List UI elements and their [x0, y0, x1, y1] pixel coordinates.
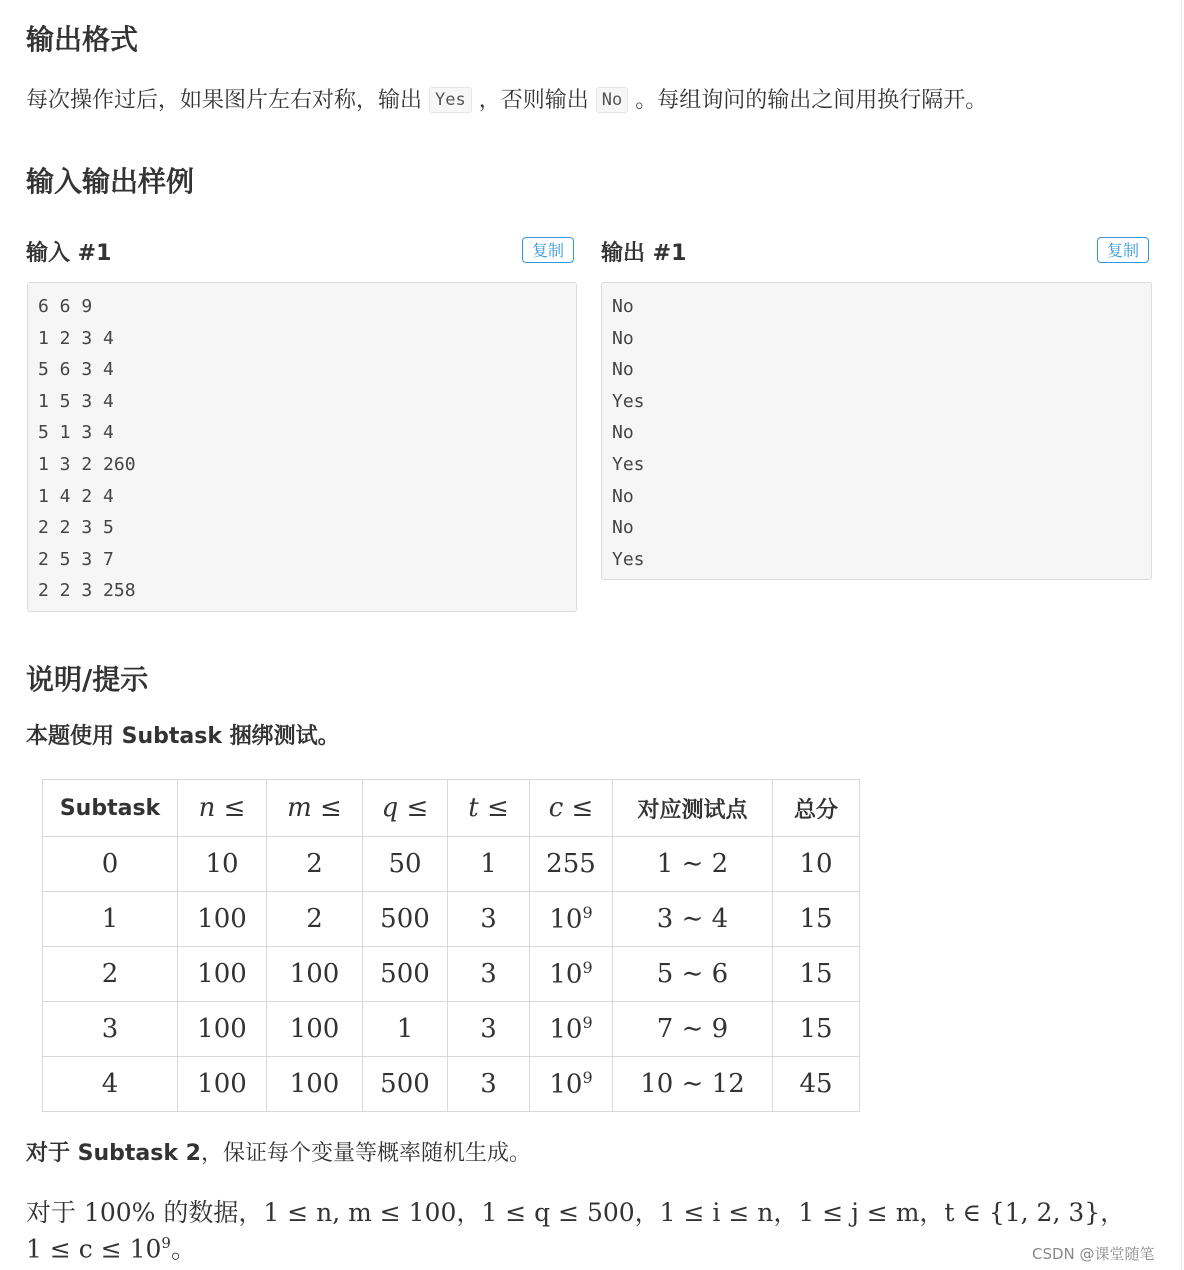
header-subtask: Subtask [43, 780, 178, 837]
subtask-table [42, 779, 860, 1112]
cell-m: 100 [267, 1057, 363, 1112]
cell-subtask: 0 [43, 837, 178, 892]
constraints-line-2-base: 1 ≤ c ≤ 10 [26, 1234, 162, 1264]
cell-q: 500 [363, 1057, 448, 1112]
output-sample-box: No No No Yes No Yes No No Yes [601, 282, 1152, 580]
cell-c [530, 947, 613, 1002]
subtask2-note [26, 1143, 531, 1165]
cell-t: 3 [448, 892, 530, 947]
header-score: 总分 [773, 780, 860, 837]
cell-m: 100 [267, 1002, 363, 1057]
yes-code: Yes [429, 87, 472, 113]
output-format-heading: 输出格式 [26, 23, 139, 56]
cell-c-exponent: 9 [582, 1068, 593, 1088]
input-sample-box: 6 6 9 1 2 3 4 5 6 3 4 1 5 3 4 5 1 3 4 1 3 2 260 1 4 2 4 2 2 3 5 2 5 3 7 2 2 3 258 [27, 282, 577, 612]
subtask2-rest: ，保证每个变量等概率随机生成。 [200, 1141, 531, 1166]
cell-t: 3 [448, 1002, 530, 1057]
cell-n: 100 [178, 1057, 267, 1112]
cell-n: 100 [178, 892, 267, 947]
cell-q: 50 [363, 837, 448, 892]
no-code: No [596, 87, 628, 113]
table-row [43, 1002, 860, 1057]
output-format-text-b: ，否则输出 [478, 88, 589, 113]
table-row [43, 947, 860, 1002]
cell-q: 500 [363, 892, 448, 947]
output-format-text-a: 每次操作过后，如果图片左右对称，输出 [26, 88, 423, 113]
samples-heading: 输入输出样例 [26, 165, 195, 198]
cell-c [530, 1002, 613, 1057]
cell-m: 2 [267, 837, 363, 892]
constraints-line-2-exponent: 9 [161, 1234, 171, 1252]
cell-test-points: 7 ∼ 9 [613, 1002, 773, 1057]
cell-c-base: 10 [549, 959, 583, 990]
cell-test-points: 3 ∼ 4 [613, 892, 773, 947]
cell-c-exponent: 9 [582, 958, 593, 978]
header-test-points: 对应测试点 [613, 780, 773, 837]
cell-c: 255 [530, 837, 613, 892]
cell-score: 15 [773, 947, 860, 1002]
output-format-text [26, 90, 987, 112]
cell-test-points: 10 ∼ 12 [613, 1057, 773, 1112]
cell-subtask: 1 [43, 892, 178, 947]
cell-c [530, 1057, 613, 1112]
cell-c [530, 892, 613, 947]
cell-score: 45 [773, 1057, 860, 1112]
header-q: q ≤ [363, 780, 448, 837]
subtask2-bold: 对于 Subtask 2 [26, 1141, 201, 1166]
cell-q: 500 [363, 947, 448, 1002]
scroll-divider [1181, 0, 1182, 1270]
cell-t: 3 [448, 1057, 530, 1112]
cell-subtask: 4 [43, 1057, 178, 1112]
cell-test-points: 1 ∼ 2 [613, 837, 773, 892]
cell-t: 3 [448, 947, 530, 1002]
table-row [43, 1057, 860, 1112]
copy-output-button[interactable]: 复制 [1097, 237, 1149, 263]
output-sample-label: 输出 #1 [601, 241, 687, 266]
cell-c-base: 10 [549, 904, 583, 935]
cell-test-points: 5 ∼ 6 [613, 947, 773, 1002]
header-c: c ≤ [530, 780, 613, 837]
notes-heading: 说明/提示 [26, 663, 149, 696]
table-row [43, 837, 860, 892]
cell-n: 100 [178, 947, 267, 1002]
header-m: m ≤ [267, 780, 363, 837]
cell-n: 100 [178, 1002, 267, 1057]
constraints-line-2 [26, 1234, 196, 1264]
cell-c-exponent: 9 [582, 1013, 593, 1033]
table-row [43, 892, 860, 947]
cell-c-base: 10 [549, 1069, 583, 1100]
cell-m: 2 [267, 892, 363, 947]
subtask-note: 本题使用 Subtask 捆绑测试。 [26, 724, 340, 749]
cell-t: 1 [448, 837, 530, 892]
copy-input-button[interactable]: 复制 [522, 237, 574, 263]
cell-subtask: 3 [43, 1002, 178, 1057]
constraints-line-1: 对于 100% 的数据，1 ≤ n, m ≤ 100，1 ≤ q ≤ 500，1 ≤ i ≤ n，1 ≤ j ≤ m，t ∈ {1, 2, 3}， [26, 1198, 1126, 1227]
header-n: n ≤ [178, 780, 267, 837]
cell-q: 1 [363, 1002, 448, 1057]
constraints-line-2-end: 。 [170, 1234, 196, 1264]
cell-subtask: 2 [43, 947, 178, 1002]
watermark: CSDN @课堂随笔 [1032, 1245, 1155, 1263]
cell-score: 15 [773, 1002, 860, 1057]
header-t: t ≤ [448, 780, 530, 837]
cell-score: 10 [773, 837, 860, 892]
cell-n: 10 [178, 837, 267, 892]
cell-c-base: 10 [549, 1014, 583, 1045]
input-sample-label: 输入 #1 [26, 241, 112, 266]
output-format-text-c: 。每组询问的输出之间用换行隔开。 [635, 88, 988, 113]
cell-score: 15 [773, 892, 860, 947]
cell-m: 100 [267, 947, 363, 1002]
table-header-row [43, 780, 860, 837]
cell-c-exponent: 9 [582, 903, 593, 923]
